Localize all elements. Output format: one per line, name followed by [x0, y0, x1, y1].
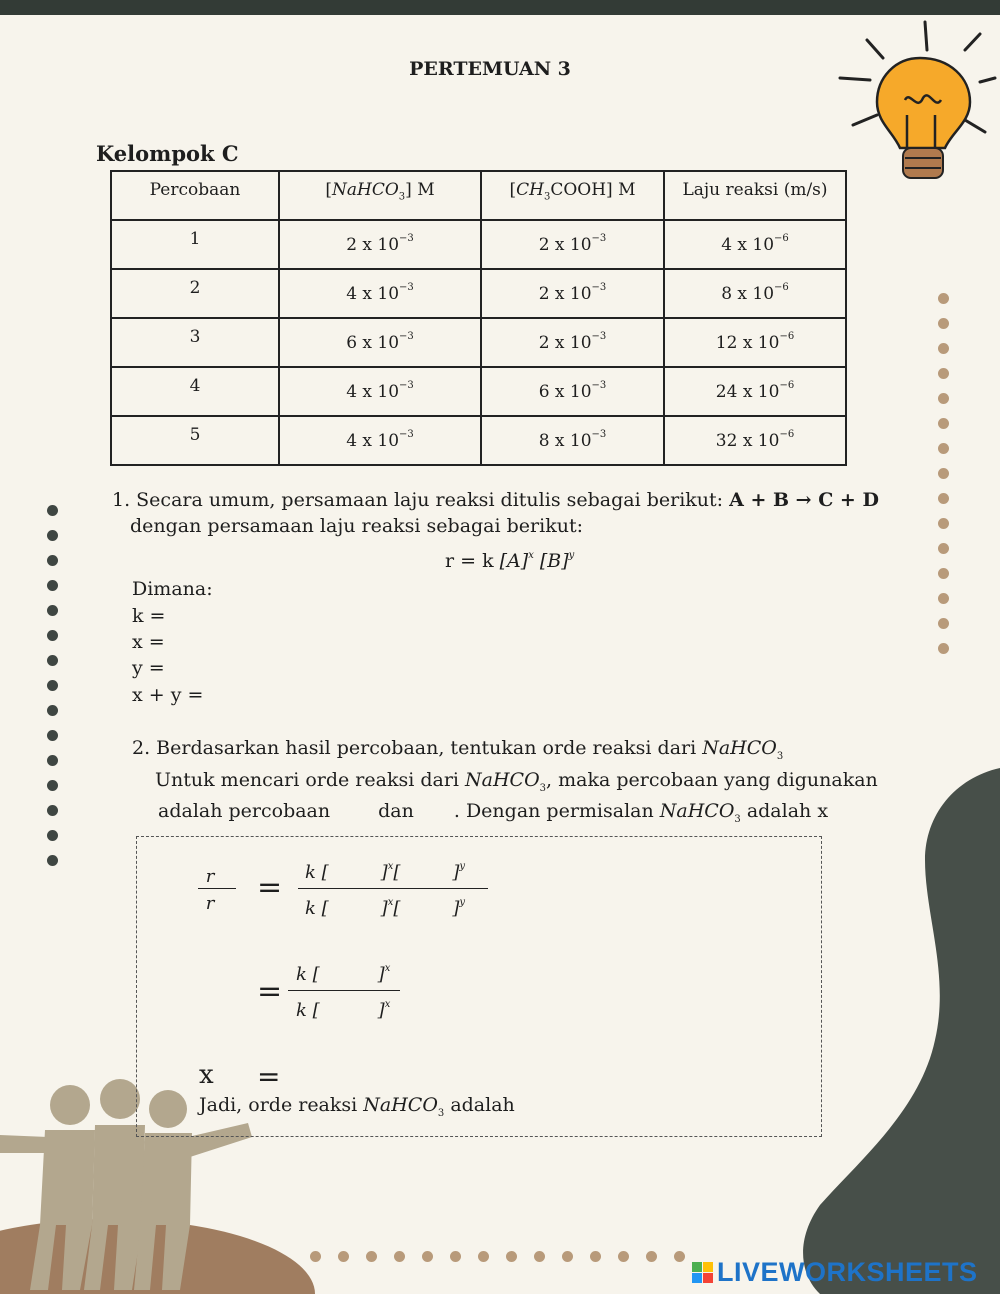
- fraction-line: [288, 990, 400, 991]
- trial-number: 1: [111, 220, 279, 269]
- person-head: [50, 1085, 90, 1125]
- concentration-cell: 4 x $10^{-3}$: [279, 367, 481, 416]
- decorative-dot: [47, 605, 58, 616]
- decorative-dot: [47, 555, 58, 566]
- rate-law: r = k $[A]^x$ $[B]^y$: [445, 549, 575, 572]
- column-header: Laju reaksi (m/s): [664, 171, 846, 220]
- liveworksheets-logo: LIVEWORKSHEETS: [692, 1257, 978, 1288]
- decorative-dot: [47, 730, 58, 741]
- person-arm: [0, 1135, 48, 1153]
- x-variable: x: [199, 1060, 214, 1090]
- concentration-cell: 2 x $10^{-3}$: [279, 220, 481, 269]
- decorative-dot: [47, 630, 58, 641]
- k-numerator-2: k [ ]$^x$: [296, 963, 391, 985]
- decorative-dot: [47, 655, 58, 666]
- decorative-dot: [618, 1251, 629, 1262]
- decorative-dot: [422, 1251, 433, 1262]
- decorative-dot: [938, 468, 949, 479]
- q1-line1: 1. Secara umum, persamaan laju reaksi ditulis sebagai berikut: A + B → C + D: [112, 489, 879, 511]
- decorative-dot: [938, 593, 949, 604]
- fraction-line: [198, 888, 236, 889]
- column-header: $[CH_3COOH]$ M: [481, 171, 664, 220]
- decorative-dot: [394, 1251, 405, 1262]
- table-header-row: [111, 171, 846, 220]
- work-box: [136, 836, 822, 1137]
- fraction-line: [298, 888, 488, 889]
- decorative-dot: [47, 755, 58, 766]
- decorative-dot: [47, 680, 58, 691]
- decorative-dot: [938, 393, 949, 404]
- concentration-cell: 6 x $10^{-3}$: [279, 318, 481, 367]
- decorative-dot: [534, 1251, 545, 1262]
- concentration-cell: 8 x $10^{-3}$: [481, 416, 664, 465]
- k-label: k =: [132, 605, 166, 627]
- group-label: Kelompok C: [96, 141, 239, 166]
- decorative-dot: [938, 618, 949, 629]
- q2-line2: Untuk mencari orde reaksi dari NaHCO$_3$, maka percobaan yang digunakan: [155, 769, 878, 794]
- equals-sign: =: [257, 1060, 281, 1093]
- page-title: PERTEMUAN 3: [409, 58, 571, 80]
- trial-number: 3: [111, 318, 279, 367]
- trial-number: 5: [111, 416, 279, 465]
- decorative-dot: [310, 1251, 321, 1262]
- k-denominator: k [ ]$^x$[ ]$^y$: [305, 897, 466, 919]
- decorative-dot: [938, 343, 949, 354]
- q2-line1: 2. Berdasarkan hasil percobaan, tentukan orde reaksi dari NaHCO$_3$: [132, 737, 784, 762]
- decorative-dot: [47, 705, 58, 716]
- decorative-dot: [47, 855, 58, 866]
- decorative-dot: [47, 530, 58, 541]
- rate-cell: 24 x $10^{-6}$: [664, 367, 846, 416]
- dimana-label: Dimana:: [132, 578, 213, 600]
- decorative-dot: [674, 1251, 685, 1262]
- decorative-dot: [478, 1251, 489, 1262]
- lightbulb-icon: [835, 20, 1000, 195]
- decorative-dot: [47, 805, 58, 816]
- decorative-dot: [938, 418, 949, 429]
- decorative-dot: [47, 830, 58, 841]
- decorative-dot: [562, 1251, 573, 1262]
- decorative-dot: [938, 443, 949, 454]
- person-head: [100, 1079, 140, 1119]
- r-numerator: r: [205, 866, 215, 887]
- decorative-dot: [938, 293, 949, 304]
- concentration-cell: 6 x $10^{-3}$: [481, 367, 664, 416]
- table-row: [111, 220, 846, 269]
- rate-cell: 32 x $10^{-6}$: [664, 416, 846, 465]
- decorative-dot: [938, 518, 949, 529]
- concentration-cell: 2 x $10^{-3}$: [481, 220, 664, 269]
- q1-line2: dengan persamaan laju reaksi sebagai berikut:: [130, 515, 583, 537]
- equals-sign: =: [257, 870, 283, 905]
- decorative-dot: [646, 1251, 657, 1262]
- logo-icon: [692, 1262, 713, 1283]
- decorative-dot: [938, 568, 949, 579]
- decorative-dot: [938, 493, 949, 504]
- decorative-dot: [938, 543, 949, 554]
- concentration-cell: 4 x $10^{-3}$: [279, 269, 481, 318]
- table-row: [111, 416, 846, 465]
- trial-number: 4: [111, 367, 279, 416]
- trial-number: 2: [111, 269, 279, 318]
- decorative-dot: [506, 1251, 517, 1262]
- person-body: [30, 1130, 95, 1290]
- experiment-table: [110, 170, 847, 466]
- column-header: [NaHCO$_3$] M: [279, 171, 481, 220]
- concentration-cell: 4 x $10^{-3}$: [279, 416, 481, 465]
- decorative-dot: [938, 368, 949, 379]
- xy-label: x + y =: [132, 684, 204, 706]
- table-row: [111, 269, 846, 318]
- decorative-dot: [47, 780, 58, 791]
- decorative-dot: [938, 318, 949, 329]
- decorative-dot: [47, 580, 58, 591]
- decorative-dot: [47, 505, 58, 516]
- decorative-dot: [450, 1251, 461, 1262]
- decorative-dot: [338, 1251, 349, 1262]
- y-label: y =: [132, 657, 165, 679]
- decorative-dot: [366, 1251, 377, 1262]
- k-numerator: k [ ]$^x$[ ]$^y$: [305, 861, 466, 883]
- dark-blob: [803, 768, 1000, 1294]
- rate-cell: 12 x $10^{-6}$: [664, 318, 846, 367]
- equals-sign: =: [257, 974, 283, 1009]
- k-denominator-2: k [ ]$^x$: [296, 999, 391, 1021]
- concentration-cell: 2 x $10^{-3}$: [481, 269, 664, 318]
- rate-cell: 8 x $10^{-6}$: [664, 269, 846, 318]
- r-denominator: r: [205, 893, 215, 914]
- table-row: [111, 318, 846, 367]
- rate-cell: 4 x $10^{-6}$: [664, 220, 846, 269]
- decorative-dot: [590, 1251, 601, 1262]
- decorative-dot: [938, 643, 949, 654]
- table-row: [111, 367, 846, 416]
- column-header: Percobaan: [111, 171, 279, 220]
- q2-line3: adalah percobaan dan . Dengan permisalan NaHCO$_3$ adalah x: [158, 800, 829, 825]
- x-label: x =: [132, 631, 165, 653]
- reaction-equation: A + B → C + D: [729, 489, 879, 511]
- conclusion: Jadi, orde reaksi NaHCO$_3$ adalah: [199, 1094, 515, 1119]
- concentration-cell: 2 x $10^{-3}$: [481, 318, 664, 367]
